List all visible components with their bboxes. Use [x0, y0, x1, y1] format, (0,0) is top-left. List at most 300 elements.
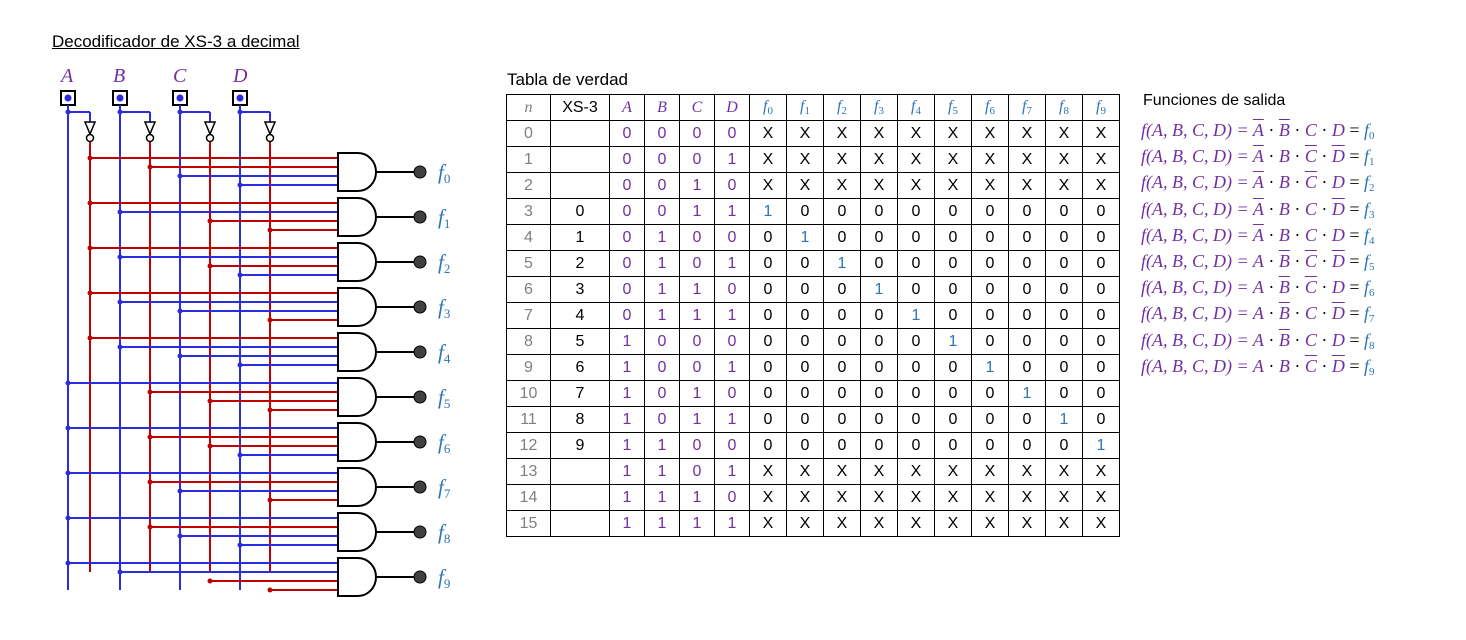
row-f4: 0 [898, 329, 935, 355]
input-pin-dot [65, 95, 72, 102]
functions-title: Funciones de salida [1143, 92, 1286, 109]
row-f4: X [898, 121, 935, 147]
term-a: $\overline{A}$ [1252, 120, 1264, 140]
junction [66, 471, 71, 476]
junction [238, 273, 243, 278]
row-f2: 0 [824, 225, 861, 251]
term-c: C [1304, 303, 1317, 324]
row-input-c: 1 [680, 485, 715, 511]
row-f5: 0 [935, 381, 972, 407]
row-input-b: 0 [645, 329, 680, 355]
term-a: $\overline{A}$ [1252, 198, 1264, 219]
output-probe-5 [414, 391, 426, 403]
header-a: A [610, 95, 645, 121]
row-f8: 0 [1046, 277, 1083, 303]
input-label-c: C [173, 65, 187, 87]
row-input-c: 1 [680, 511, 715, 537]
function-output: f4 [1363, 224, 1375, 247]
function-lhs: f(A, B, C, D) = [1141, 303, 1253, 324]
row-input-a: 0 [610, 303, 645, 329]
header-f4: f4 [898, 95, 935, 121]
row-f8: X [1046, 511, 1083, 537]
junction [148, 480, 153, 485]
row-f9: 0 [1083, 329, 1120, 355]
output-label-f2: f2 [438, 250, 451, 276]
row-f4: 1 [898, 303, 935, 329]
output-probe-3 [414, 301, 426, 313]
header-c: C [680, 95, 715, 121]
function-output: f3 [1363, 198, 1375, 221]
row-f7: 1 [1009, 381, 1046, 407]
row-f9: 0 [1083, 199, 1120, 225]
row-f0: X [750, 121, 787, 147]
row-f4: X [898, 147, 935, 173]
row-input-a: 0 [610, 147, 645, 173]
row-f6: 1 [972, 355, 1009, 381]
output-label-f1: f1 [438, 205, 451, 231]
row-f2: X [824, 147, 861, 173]
row-input-c: 0 [680, 459, 715, 485]
junction [268, 228, 273, 233]
junction [238, 453, 243, 458]
junction [118, 345, 123, 350]
row-f6: X [972, 459, 1009, 485]
row-f4: 0 [898, 277, 935, 303]
output-label-f5: f5 [438, 385, 451, 411]
not-gate-a [85, 122, 95, 134]
row-input-b: 1 [645, 225, 680, 251]
term-a: $\overline{A}$ [1252, 172, 1264, 193]
row-n: 3 [507, 199, 551, 225]
row-f4: 0 [898, 251, 935, 277]
not-bubble [87, 135, 94, 142]
function-lhs: f(A, B, C, D) = [1141, 120, 1253, 140]
row-input-a: 1 [610, 511, 645, 537]
row-input-b: 0 [645, 407, 680, 433]
row-f3: X [861, 485, 898, 511]
row-input-d: 0 [715, 173, 750, 199]
row-f1: 0 [787, 303, 824, 329]
row-input-b: 1 [645, 433, 680, 459]
row-f1: X [787, 121, 824, 147]
row-input-c: 1 [680, 381, 715, 407]
row-f8: X [1046, 173, 1083, 199]
function-line: f(A, B, C, $D) = A \cdot \overline{B} \cdot C \cdot \overline{D} = f7$ [1141, 303, 1375, 326]
term-c: C [1304, 120, 1317, 140]
row-f2: 0 [824, 199, 861, 225]
row-xs3: 9 [551, 433, 610, 459]
row-input-d: 0 [715, 433, 750, 459]
term-d: $\overline{D}$ [1331, 146, 1345, 167]
function-output: f7 [1363, 303, 1375, 326]
input-pin-dot [237, 95, 244, 102]
term-b: B [1278, 198, 1290, 219]
row-f4: 0 [898, 225, 935, 251]
header-f3: f3 [861, 95, 898, 121]
table-row [507, 225, 1120, 251]
row-f7: 0 [1009, 329, 1046, 355]
input-label-b: B [113, 65, 126, 87]
term-c: C [1304, 198, 1317, 219]
row-f1: 0 [787, 407, 824, 433]
junction [88, 246, 93, 251]
term-d: $\overline{D}$ [1331, 250, 1345, 271]
row-f9: X [1083, 459, 1120, 485]
truth-table-title: Tabla de verdad [507, 70, 628, 89]
row-f7: 0 [1009, 199, 1046, 225]
row-f6: 0 [972, 407, 1009, 433]
row-f7: 0 [1009, 277, 1046, 303]
row-f0: 0 [750, 277, 787, 303]
row-input-d: 1 [715, 511, 750, 537]
row-f1: X [787, 459, 824, 485]
row-input-d: 1 [715, 251, 750, 277]
row-f6: 0 [972, 277, 1009, 303]
row-f3: 0 [861, 407, 898, 433]
row-f4: 0 [898, 355, 935, 381]
input-label-d: D [233, 65, 248, 87]
row-f7: 0 [1009, 355, 1046, 381]
row-f8: X [1046, 147, 1083, 173]
term-d: D [1331, 172, 1345, 193]
header-b: B [645, 95, 680, 121]
row-input-b: 0 [645, 381, 680, 407]
row-f3: 0 [861, 355, 898, 381]
row-xs3 [551, 511, 610, 537]
term-b: B [1278, 355, 1290, 376]
table-row [507, 381, 1120, 407]
row-n: 8 [507, 329, 551, 355]
table-row [507, 511, 1120, 537]
row-n: 14 [507, 485, 551, 511]
function-lhs: f(A, B, C, D) = [1141, 277, 1253, 298]
row-xs3: 7 [551, 381, 610, 407]
row-f7: X [1009, 485, 1046, 511]
row-input-d: 0 [715, 485, 750, 511]
junction [66, 516, 71, 521]
row-f7: 0 [1009, 433, 1046, 459]
function-lhs: f(A, B, C, D) = [1141, 146, 1253, 167]
header-f2: f2 [824, 95, 861, 121]
row-f5: 0 [935, 277, 972, 303]
term-c: C [1304, 224, 1317, 245]
output-label-f9: f9 [438, 565, 451, 591]
row-f9: 0 [1083, 407, 1120, 433]
row-f6: X [972, 485, 1009, 511]
row-input-c: 0 [680, 355, 715, 381]
table-row [507, 407, 1120, 433]
term-b: $\overline{B}$ [1278, 277, 1290, 298]
row-n: 6 [507, 277, 551, 303]
row-f5: 0 [935, 225, 972, 251]
term-a: A [1252, 277, 1264, 298]
row-f9: 0 [1083, 355, 1120, 381]
row-f3: X [861, 173, 898, 199]
junction [178, 354, 183, 359]
row-xs3 [551, 485, 610, 511]
row-f7: 0 [1009, 251, 1046, 277]
term-d: $\overline{D}$ [1331, 303, 1345, 324]
term-d: D [1331, 224, 1345, 245]
row-f3: X [861, 459, 898, 485]
not-gate-c [205, 122, 215, 134]
row-f2: X [824, 121, 861, 147]
and-gate-3 [338, 288, 376, 326]
table-row [507, 121, 1120, 147]
output-label-f6: f6 [438, 430, 451, 456]
row-f6: 0 [972, 251, 1009, 277]
output-label-f4: f4 [438, 340, 451, 366]
term-b: B [1278, 172, 1290, 193]
and-gate-6 [338, 423, 376, 461]
and-gate-9 [338, 558, 376, 596]
row-f0: X [750, 511, 787, 537]
row-f3: 0 [861, 329, 898, 355]
header-f8: f8 [1046, 95, 1083, 121]
row-f0: X [750, 485, 787, 511]
term-a: A [1252, 329, 1264, 350]
row-f1: X [787, 485, 824, 511]
row-f1: 0 [787, 329, 824, 355]
row-f2: 0 [824, 433, 861, 459]
table-row [507, 303, 1120, 329]
not-gate-d [265, 122, 275, 134]
row-input-a: 0 [610, 173, 645, 199]
and-gate-8 [338, 513, 376, 551]
row-f7: X [1009, 511, 1046, 537]
row-f4: 0 [898, 199, 935, 225]
output-label-f8: f8 [438, 520, 451, 546]
row-f0: X [750, 147, 787, 173]
function-line: f(A, B, C, $D) = A \cdot \overline{B} \cdot \overline{C} \cdot D = f6$ [1141, 277, 1375, 300]
table-row [507, 329, 1120, 355]
row-f4: 0 [898, 381, 935, 407]
row-f0: 0 [750, 407, 787, 433]
row-f6: 0 [972, 199, 1009, 225]
row-xs3: 1 [551, 225, 610, 251]
row-input-c: 0 [680, 225, 715, 251]
term-a: A [1252, 303, 1264, 324]
not-bubble [147, 135, 154, 142]
row-f1: 1 [787, 225, 824, 251]
term-c: $\overline{C}$ [1304, 146, 1317, 167]
function-line: f(A, B, C, $D) = A \cdot \overline{B} \cdot \overline{C} \cdot \overline{D} = f5$ [1141, 250, 1375, 273]
row-xs3 [551, 173, 610, 199]
function-line: f(A, B, C, $D) = \overline{A} \cdot \overline{B} \cdot C \cdot D = f0$ [1141, 120, 1375, 142]
and-gate-7 [338, 468, 376, 506]
row-f6: 0 [972, 433, 1009, 459]
output-probe-9 [414, 571, 426, 583]
row-input-c: 0 [680, 251, 715, 277]
row-xs3: 4 [551, 303, 610, 329]
output-probe-1 [414, 211, 426, 223]
row-f6: 0 [972, 381, 1009, 407]
input-pin-dot [117, 95, 124, 102]
header-xs3: XS-3 [551, 95, 610, 121]
row-xs3 [551, 459, 610, 485]
function-output: f8 [1363, 329, 1375, 352]
row-f8: 1 [1046, 407, 1083, 433]
term-a: A [1252, 250, 1264, 271]
row-f7: X [1009, 121, 1046, 147]
term-b: $\overline{B}$ [1278, 250, 1290, 271]
row-input-d: 0 [715, 381, 750, 407]
table-row [507, 277, 1120, 303]
row-f2: X [824, 485, 861, 511]
junction [66, 561, 71, 566]
term-a: $\overline{A}$ [1252, 224, 1264, 245]
table-row [507, 433, 1120, 459]
junction [268, 588, 273, 593]
term-d: D [1331, 329, 1345, 350]
row-f8: 0 [1046, 381, 1083, 407]
row-n: 15 [507, 511, 551, 537]
output-probe-0 [414, 166, 426, 178]
row-f7: X [1009, 173, 1046, 199]
row-f5: 0 [935, 199, 972, 225]
junction [238, 363, 243, 368]
row-f3: 0 [861, 251, 898, 277]
output-probe-2 [414, 256, 426, 268]
junction [208, 444, 213, 449]
row-input-b: 0 [645, 173, 680, 199]
row-input-d: 1 [715, 303, 750, 329]
row-f1: X [787, 511, 824, 537]
term-c: $\overline{C}$ [1304, 355, 1317, 376]
and-gate-1 [338, 198, 376, 236]
row-n: 0 [507, 121, 551, 147]
function-lhs: f(A, B, C, D) = [1141, 329, 1253, 350]
and-gate-0 [338, 153, 376, 191]
junction [66, 426, 71, 431]
row-xs3: 2 [551, 251, 610, 277]
function-output: f9 [1363, 355, 1375, 378]
row-f0: 0 [750, 329, 787, 355]
row-f0: X [750, 173, 787, 199]
junction [148, 435, 153, 440]
row-f2: 0 [824, 303, 861, 329]
row-f1: 0 [787, 277, 824, 303]
row-f5: X [935, 173, 972, 199]
row-f0: 0 [750, 251, 787, 277]
and-gate-5 [338, 378, 376, 416]
output-functions [1141, 117, 1375, 379]
table-row [507, 173, 1120, 199]
header-f9: f9 [1083, 95, 1120, 121]
output-label-f3: f3 [438, 295, 451, 321]
row-input-c: 0 [680, 329, 715, 355]
row-input-c: 1 [680, 407, 715, 433]
junction [268, 318, 273, 323]
row-f8: X [1046, 121, 1083, 147]
row-n: 4 [507, 225, 551, 251]
row-input-c: 1 [680, 173, 715, 199]
row-f3: 0 [861, 199, 898, 225]
row-f1: 0 [787, 355, 824, 381]
row-f8: X [1046, 485, 1083, 511]
not-bubble [207, 135, 214, 142]
row-input-a: 1 [610, 407, 645, 433]
table-row [507, 147, 1120, 173]
junction [208, 219, 213, 224]
row-f9: X [1083, 147, 1120, 173]
row-f2: 0 [824, 277, 861, 303]
row-input-d: 1 [715, 355, 750, 381]
junction [268, 498, 273, 503]
row-input-c: 0 [680, 121, 715, 147]
row-f9: 0 [1083, 225, 1120, 251]
row-input-a: 0 [610, 121, 645, 147]
input-label-a: A [61, 65, 74, 87]
row-f3: X [861, 147, 898, 173]
row-f2: 0 [824, 407, 861, 433]
row-input-b: 1 [645, 251, 680, 277]
row-input-b: 1 [645, 459, 680, 485]
row-n: 7 [507, 303, 551, 329]
junction [178, 309, 183, 314]
row-f1: 0 [787, 381, 824, 407]
input-pin-dot [177, 95, 184, 102]
row-f1: 0 [787, 251, 824, 277]
output-probe-7 [414, 481, 426, 493]
row-input-d: 0 [715, 225, 750, 251]
row-f8: 0 [1046, 199, 1083, 225]
row-xs3: 8 [551, 407, 610, 433]
row-f3: 0 [861, 433, 898, 459]
row-f6: X [972, 147, 1009, 173]
row-xs3 [551, 121, 610, 147]
row-input-b: 1 [645, 303, 680, 329]
term-c: $\overline{C}$ [1304, 172, 1317, 193]
row-f5: X [935, 485, 972, 511]
row-f7: 0 [1009, 407, 1046, 433]
junction [268, 408, 273, 413]
row-f5: X [935, 147, 972, 173]
row-input-d: 1 [715, 199, 750, 225]
row-input-a: 1 [610, 459, 645, 485]
row-f6: X [972, 173, 1009, 199]
junction [88, 156, 93, 161]
row-f5: 0 [935, 407, 972, 433]
term-d: $\overline{D}$ [1331, 198, 1345, 219]
row-f3: 0 [861, 381, 898, 407]
row-f7: X [1009, 147, 1046, 173]
junction [88, 291, 93, 296]
row-f4: X [898, 485, 935, 511]
table-row [507, 485, 1120, 511]
row-f8: 0 [1046, 251, 1083, 277]
header-f7: f7 [1009, 95, 1046, 121]
table-row [507, 355, 1120, 381]
row-f3: X [861, 511, 898, 537]
row-xs3: 6 [551, 355, 610, 381]
row-xs3: 5 [551, 329, 610, 355]
row-f0: 0 [750, 381, 787, 407]
row-f5: 0 [935, 251, 972, 277]
row-f9: 1 [1083, 433, 1120, 459]
row-input-b: 0 [645, 147, 680, 173]
function-lhs: f(A, B, C, D) = [1141, 355, 1253, 376]
row-f7: X [1009, 459, 1046, 485]
circuit-title: Decodificador de XS-3 a decimal [52, 32, 300, 51]
term-d: D [1331, 277, 1345, 298]
row-f0: 0 [750, 225, 787, 251]
row-input-a: 1 [610, 381, 645, 407]
row-n: 2 [507, 173, 551, 199]
function-lhs: f(A, B, C, D) = [1141, 224, 1253, 245]
row-f8: 0 [1046, 329, 1083, 355]
term-b: $\overline{B}$ [1278, 303, 1290, 324]
